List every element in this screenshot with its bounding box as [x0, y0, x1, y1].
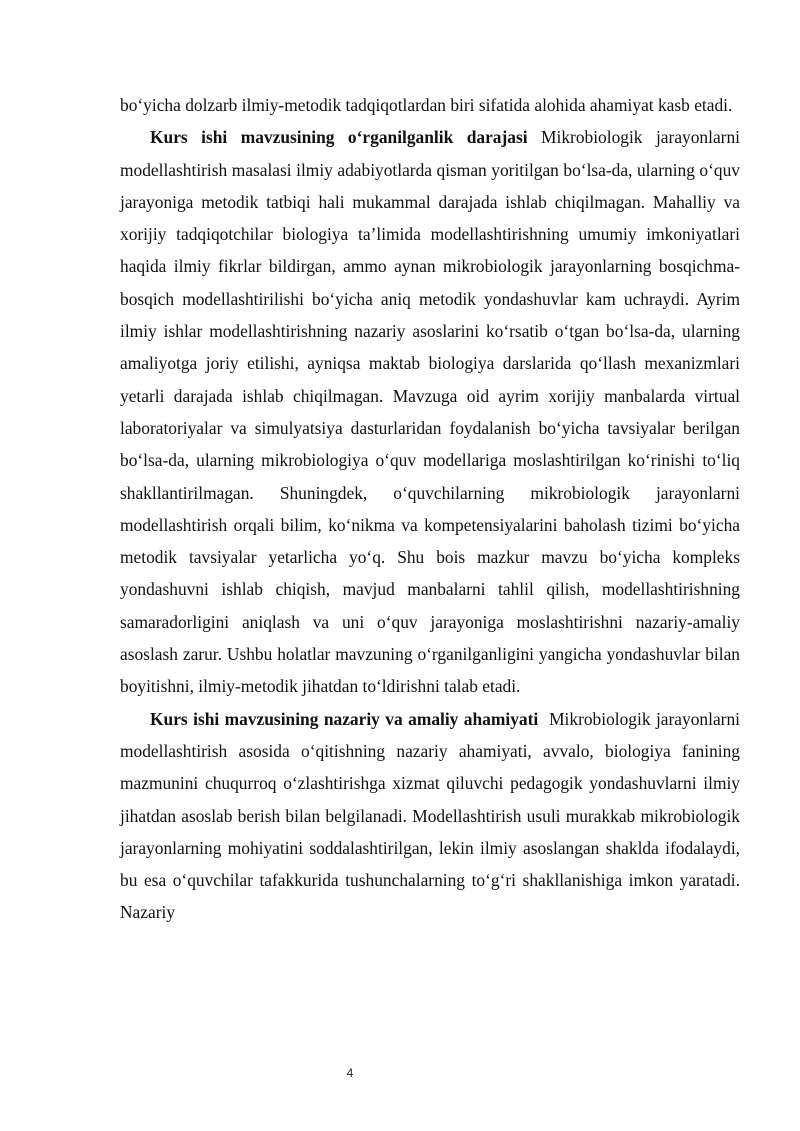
paragraph-text: Mikrobiologik jarayonlarni modellashtirish asosida o‘qitishning nazariy ahamiyati, avvalo, biologiya fanining mazmunini chuqurroq o‘zlashtirishga xizmat qiluvchi pedagogik yondashuvlarni ilmiy jihatdan asoslab berish bilan belgilanadi. Modellashtirish usuli murakkab mikrobiologik jarayonlarning mohiyatini soddalashtirilgan, lekin ilmiy asoslangan shaklda ifodalaydi, bu esa o‘quvchilar tafakkurida tushunchalarning to‘g‘ri shakllanishiga imkon yaratadi. Nazariy	[120, 708, 745, 923]
section-heading-significance: Kurs ishi mavzusining nazariy va amaliy ahamiyati	[150, 708, 539, 729]
paragraph-text: Mikrobiologik jarayonlarni modellashtirish masalasi ilmiy adabiyotlarda qisman yoritilgan bo‘lsa-da, ularning o‘quv jarayoniga metodik tatbiqi hali mukammal darajada ishlab chiqilmagan. Mahalliy va xorijiy tadqiqotchilar biologiya ta’limida modellashtirishning umumiy imkoniyatlari haqida ilmiy fikrlar bildirgan, ammo aynan mikrobiologik jarayonlarning bosqichma-bosqich modellashtirilishi bo‘yicha aniq metodik yondashuvlar kam uchraydi. Ayrim ilmiy ishlar modellashtirishning nazariy asoslarini ko‘rsatib o‘tgan bo‘lsa-da, ularning amaliyotga joriy etilishi, ayniqsa maktab biologiya darslarida qo‘llash mexanizmlari yetarli darajada ishlab chiqilmagan. Mavzuga oid ayrim xorijiy manbalarda virtual laboratoriyalar va simulyatsiya dasturlaridan foydalanish bo‘yicha tavsiyalar berilgan bo‘lsa-da, ularning mikrobiologiya o‘quv modellariga moslashtirilgan ko‘rinishi to‘liq shakllantirilmagan. Shuningdek, o‘quvchilarning mikrobiologik jarayonlarni modellashtirish orqali bilim, ko‘nikma va kompetensiyalarini baholash tizimi bo‘yicha metodik tavsiyalar yetarlicha yo‘q. Shu bois mazkur mavzu bo‘yicha kompleks yondashuvni ishlab chiqish, mavjud manbalarni tahlil qilish, modellashtirishning samaradorligini aniqlash va uni o‘quv jarayoniga moslashtirishni nazariy-amaliy asoslash zarur. Ushbu holatlar mavzuning o‘rganilganligini yangicha yondashuvlar bilan boyitishni, ilmiy-metodik jihatdan to‘ldirishni talab etadi.	[120, 127, 740, 697]
paragraph-text: bo‘yicha dolzarb ilmiy-metodik tadqiqotlardan biri sifatida alohida ahamiyat kasb etadi.	[120, 95, 733, 115]
paragraph-study-level	[120, 121, 740, 702]
page-number: 4	[346, 1066, 354, 1080]
document-body	[120, 89, 745, 929]
paragraph-significance	[120, 703, 745, 929]
paragraph-continuation	[120, 89, 740, 121]
section-heading-study-level: Kurs ishi mavzusining o‘rganilganlik darajasi	[150, 127, 528, 148]
